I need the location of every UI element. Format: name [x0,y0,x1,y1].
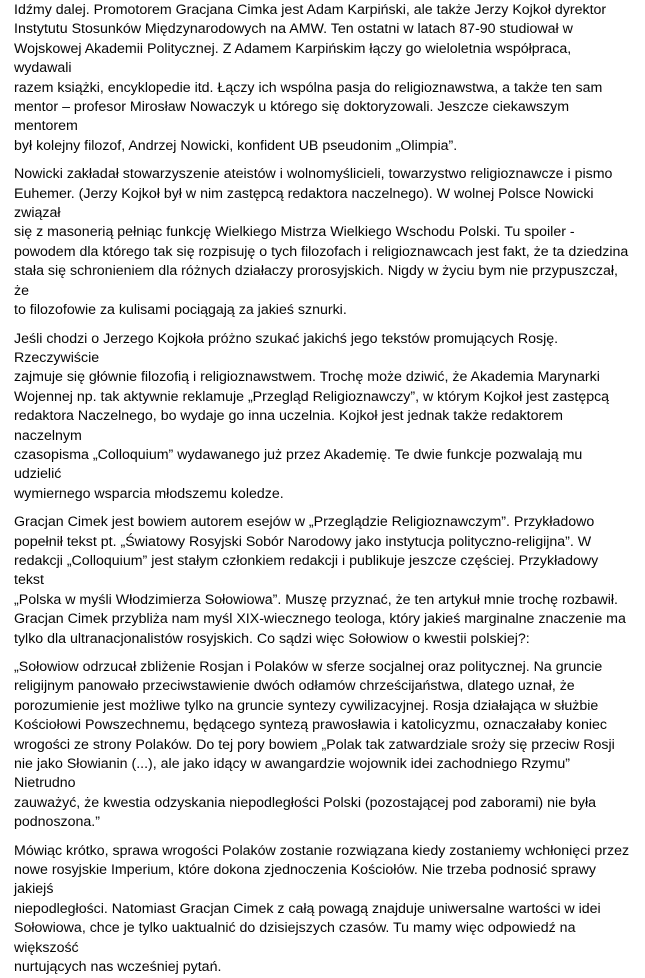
paragraph-cimek-essays: Gracjan Cimek jest bowiem autorem esejów w „Przeglądzie Religioznawczym”. Przykładowo popełnił tekst pt. „Światowy Rosyjski Sobór Narodowy jako instytucja polityczno-religijna”. W redakcji „Colloquium” jest stałym członkiem redakcji i publikuje jeszcze częściej. Przykładowy tekst „Polska w myśli Włodzimierza Sołowiowa”. Muszę przyznać, że ten artykuł mnie trochę rozbawił. Gracjan Cimek przybliża nam myśl XIX-wiecznego teologa, który jakieś marginalne znaczenie ma tylko dla ultranacjonalistów rosyjskich. Co sądzi więc Sołowiow o kwestii polskiej?: [14,514,626,647]
paragraph-quote: „Sołowiow odrzucał zbliżenie Rosjan i Polaków w sferze socjalnej oraz politycznej. Na gruncie religijnym panowało przeciwstawienie dwóch odłamów chrześcijaństwa, dlatego uznał, że porozumienie jest możliwe tylko na gruncie syntezy cywilizacyjnej. Rosja działająca w służbie Kościołowi Powszechnemu, będącego syntezą prawosławia i katolicyzmu, oznaczałaby koniec wrogości ze strony Polaków. Do tej pory bowiem „Polak tak zatwardziale sroży się przeciw Rosji nie jako Słowianin (...), ale jako idący w awangardzie wojownik idei zachodniego Rzymu” Nietrudno zauważyć, że kwestia odzyskania niepodległości Polski (pozostającej pod zaborami) nie była podnoszona.” [14,659,615,831]
paragraph-nowicki: Nowicki zakładał stowarzyszenie ateistów i wolnomyślicieli, towarzystwo religioznawcze i pismo Euhemer. (Jerzy Kojkoł był w nim zastępcą redaktora naczelnego). W wolnej Polsce Nowicki związał się z masonerią pełniąc funkcję Wielkiego Mistrza Wielkiego Wschodu Polski. Tu spoiler - powodem dla którego tak się rozpisuję o tych filozofach i religioznawcach jest fakt, że ta dziedzina stała się schronieniem dla różnych działaczy prorosyjskich. Nigdy w życiu bym nie przypuszczał, że to filozofowie za kulisami pociągają za jakieś sznurki. [14,166,629,319]
paragraph-conclusion: Mówiąc krótko, sprawa wrogości Polaków zostanie rozwiązana kiedy zostaniemy wchłonięci przez nowe rosyjskie Imperium, które dokona zjednoczenia Kościołów. Nie trzeba podnosić sprawy jakiejś niepodległości. Natomiast Gracjan Cimek z całą powagą znajduje uniwersalne wartości w idei Sołowiowa, chce je tylko uaktualnić do dzisiejszych czasów. Tu mamy więc odpowiedź na większość nurtujących nas wcześniej pytań. [14,842,630,976]
paragraph-kojkol: Jeśli chodzi o Jerzego Kojkoła próżno szukać jakichś jego tekstów promujących Rosję. Rzeczywiście zajmuje się głównie filozofią i religioznawstwem. Trochę może dziwić, że Akademia Marynarki Wojennej np. tak aktywnie reklamuje „Przegląd Religioznawczy”, w którym Kojkoł jest zastępcą redaktora Naczelnego, bo wydaje go inna uczelnia. Kojkoł jest jednak także redaktorem naczelnym czasopisma „Colloquium” wydawanego już przez Akademię. Te dwie funkcje pozwalają mu udzielić wymiernego wsparcia młodszemu koledze. [14,330,610,502]
paragraph-promotors: Idźmy dalej. Promotorem Gracjana Cimka jest Adam Karpiński, ale także Jerzy Kojkoł dyrektor Instytutu Stosunków Międzynarodowych na AMW. Ten ostatni w latach 87-90 studiował w Wojskowej Akademii Politycznej. Z Adamem Karpińskim łączy go wieloletnia współpraca, wydawali razem książki, encyklopedie itd. Łączy ich wspólna pasja do religioznawstwa, a także ten sam mentor – profesor Mirosław Nowaczyk u którego się doktoryzowali. Jeszcze ciekawszym mentorem był kolejny filozof, Andrzej Nowicki, konfident UB pseudonim „Olimpia”. [14,2,607,154]
